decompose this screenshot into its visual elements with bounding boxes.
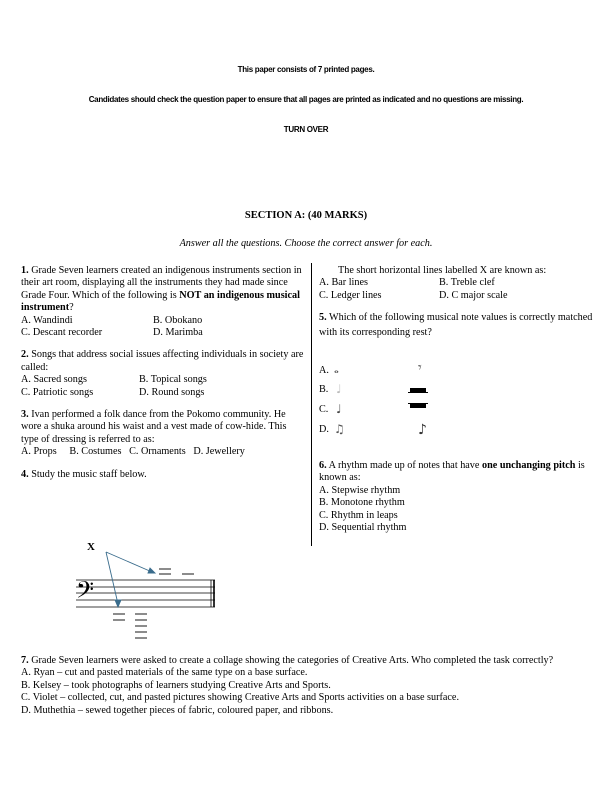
q5-text: Which of the following musical note values is correctly matched with its corresponding rest? [319,312,593,339]
q2-option-c[interactable]: C. Patriotic songs [21,386,94,398]
q4-option-b[interactable]: B. Treble clef [439,277,495,289]
q2-option-b[interactable]: B. Topical songs [139,374,207,386]
x-label: X [87,541,95,553]
q5-option-c[interactable]: C. [319,404,329,415]
q5-number: 5. [319,312,327,324]
q7-option-d[interactable]: D. Muthethia – sewed together pieces of fabric, coloured paper, and ribbons. [21,704,334,716]
q5-option-a[interactable]: A. [319,365,329,376]
q5-option-b[interactable]: B. [319,384,329,395]
q2-number: 2. [21,349,29,361]
section-instructions: Answer all the questions. Choose the correct answer for each. [179,238,433,249]
q7-option-b[interactable]: B. Kelsey – took photographs of learners studying Creative Arts and Sports. [21,679,331,691]
q6-option-a[interactable]: A. Stepwise rhythm [319,484,401,496]
beamed-quavers-icon: ♫ [334,422,345,436]
q4-option-a[interactable]: A. Bar lines [319,277,368,289]
q7-text: Grade Seven learners were asked to create a collage showing the categories of Creative Arts. Who completed the task correctly? [31,655,554,666]
question-1 [21,265,306,339]
q2-option-a[interactable]: A. Sacred songs [21,374,87,386]
q6-emphasis: one unchanging pitch [481,460,576,471]
q4-option-c[interactable]: C. Ledger lines [319,289,382,301]
q4-text: Study the music staff below. [31,468,147,480]
crotchet-light-icon: ♩ [336,382,342,396]
q6-option-b[interactable]: B. Monotone rhythm [319,497,405,509]
q1-option-c[interactable]: C. Descant recorder [21,327,103,339]
quaver-icon: ♪ [418,422,427,438]
ledger-lines [113,569,194,638]
crotchet-icon: ♩ [336,402,342,416]
q1-text: Grade Seven learners created an indigenous instruments section in their art room, displaying all the instruments they had made since Grade Four. Which of the following is [21,265,302,301]
section-title: SECTION A: (40 MARKS) [244,210,368,221]
turn-over: TURN OVER [283,125,329,134]
q3-options[interactable]: A. Props B. Costumes C. Ornaments D. Jewellery [21,446,245,458]
question-6 [319,460,604,534]
question-3 [21,409,306,459]
q6-text: A rhythm made up of notes that have [328,460,482,471]
q7-number: 7. [21,655,29,666]
left-column [21,265,306,481]
q5-option-d[interactable]: D. [319,424,329,435]
q6-number: 6. [319,460,327,471]
q7-option-a[interactable]: A. Ryan – cut and pasted materials of the same type on a base surface. [21,667,308,679]
column-divider [311,263,312,546]
q1-option-b[interactable]: B. Obokano [153,314,203,326]
check-note: Candidates should check the question paper to ensure that all pages are printed as indicated and no questions are missing. [88,95,524,104]
q6-option-c[interactable]: C. Rhythm in leaps [319,509,398,521]
q6-end: is known as: [319,460,585,484]
staff-lines [76,580,215,607]
q2-option-d[interactable]: D. Round songs [139,386,205,398]
question-2 [21,349,306,399]
semibreve-icon: 𝅝 [334,362,339,376]
whole-rest-icon [410,404,426,408]
q4-option-d[interactable]: D. C major scale [439,289,508,301]
question-5 [319,310,604,340]
bass-clef-icon: 𝄢 [76,576,95,609]
half-rest-line [408,392,428,393]
quaver-rest-icon: 𝄾 [418,360,422,376]
arrows [106,552,155,607]
q3-number: 3. [21,409,29,421]
q1-option-d[interactable]: D. Marimba [153,327,203,339]
q1-number: 1. [21,265,29,276]
q7-option-c[interactable]: C. Violet – collected, cut, and pasted pictures showing Creative Arts and Sports activities on a base surface. [21,692,459,704]
question-7 [21,655,601,717]
q6-option-d[interactable]: D. Sequential rhythm [319,522,407,534]
q4-number: 4. [21,468,29,480]
q2-text: Songs that address social issues affecting individuals in society are called: [21,349,304,373]
q3-text: Ivan performed a folk dance from the Pokomo community. He wore a shuka around his waist and a vest made of cow-hide. This type of dressing is referred to as: [21,409,287,445]
right-column [319,265,604,340]
music-staff [60,530,240,650]
page-count-note: This paper consists of 7 printed pages. [237,65,375,74]
q1-option-a[interactable]: A. Wandindi [21,314,73,326]
q1-emphasis: NOT an indigenous musical instrument [21,289,300,314]
q1-end: ? [69,302,74,314]
question-4 [21,469,306,481]
q4-question: The short horizontal lines labelled X are known as: [338,265,547,276]
